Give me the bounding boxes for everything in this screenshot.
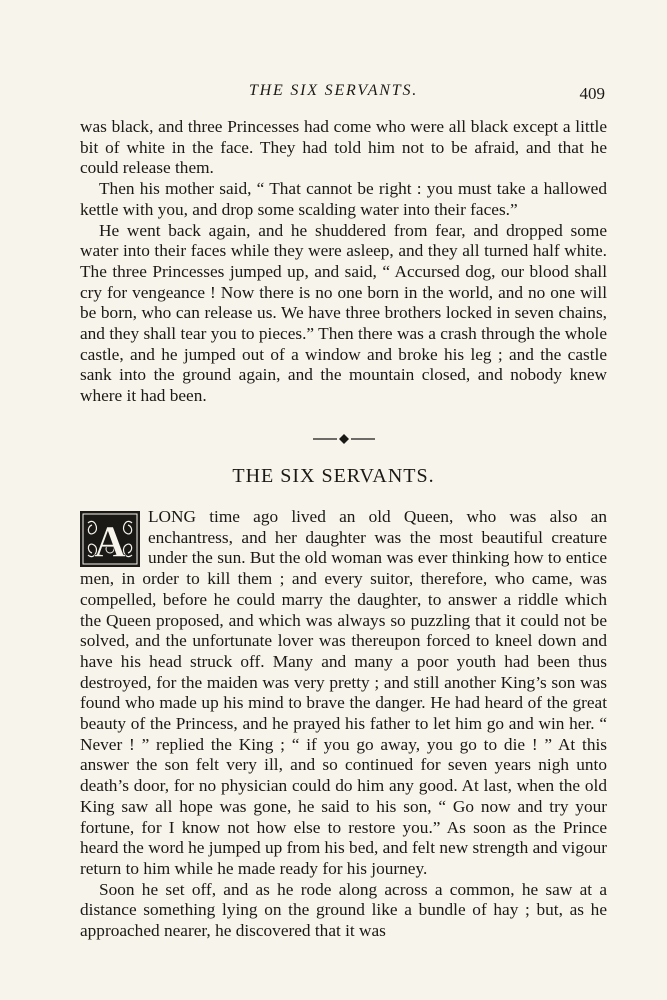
- drop-cap-letter: A: [94, 517, 126, 566]
- running-head: [0, 80, 667, 104]
- previous-story-text: [80, 117, 607, 407]
- page-number: 409: [579, 84, 605, 103]
- paragraph: Soon he set off, and as he rode along across a common, he saw at a distance something lying on the ground like a bundle of hay ; but, as he approached nearer, he discovered that it was: [80, 879, 607, 941]
- paragraph: Then his mother said, “ That cannot be right : you must take a hallowed kettle with you, and drop some scalding water into their faces.”: [80, 179, 607, 219]
- running-title: THE SIX SERVANTS.: [248, 82, 419, 99]
- section-divider-ornament: [313, 432, 375, 446]
- decorated-initial-a: [80, 511, 140, 567]
- paragraph: [80, 507, 607, 880]
- paragraph-text: LONG time ago lived an old Queen, who was also an enchantress, and her daughter was the most beautiful creature under the sun. But the old woman was ever thinking how to entice men, in order to kill them ; and every suitor, therefore, who came, was compelled, before he could marry the daughter, to answer a riddle which the Queen proposed, and which was always so puzzling that it could not be solved, and the unfortunate lover was thereupon forced to kneel down and have his head struck off. Many and many a poor youth had been thus destroyed, for the maiden was very pretty ; and still another King’s son was found who made up his mind to brave the danger. He had heard of the great beauty of the Princess, and he prayed his father to let him go and win her. “ Never ! ” replied the King ; “ if you go away, you go to die ! ” At this answer the son felt very ill, and so continued for seven years nigh unto death’s door, for no physician could do him any good. At last, when the old King saw all hope was gone, he said to his son, “ Go now and try your fortune, for I know not how else to restore you.” As soon as the Prince heard the word he jumped up from his bed, and felt new strength and vigour return to him while he made ready for his journey.: [80, 507, 607, 878]
- story-title: THE SIX SERVANTS.: [232, 465, 435, 487]
- story-text: [80, 507, 607, 942]
- paragraph: He went back again, and he shuddered from fear, and dropped some water into their faces while they were asleep, and they all turned half white. The three Princesses jumped up, and said, “ Accursed dog, our blood shall cry for vengeance ! Now there is no one born in the world, and no one will be born, who can release us. We have three brothers locked in seven chains, and they shall tear you to pieces.” Then there was a crash through the whole castle, and he jumped out of a window and broke his leg ; and the castle sank into the ground again, and the mountain closed, and nobody knew where it had been.: [80, 220, 607, 406]
- paragraph: was black, and three Princesses had come who were all black except a little bit of white in the face. They had told him not to be afraid, and that he could release them.: [80, 117, 607, 178]
